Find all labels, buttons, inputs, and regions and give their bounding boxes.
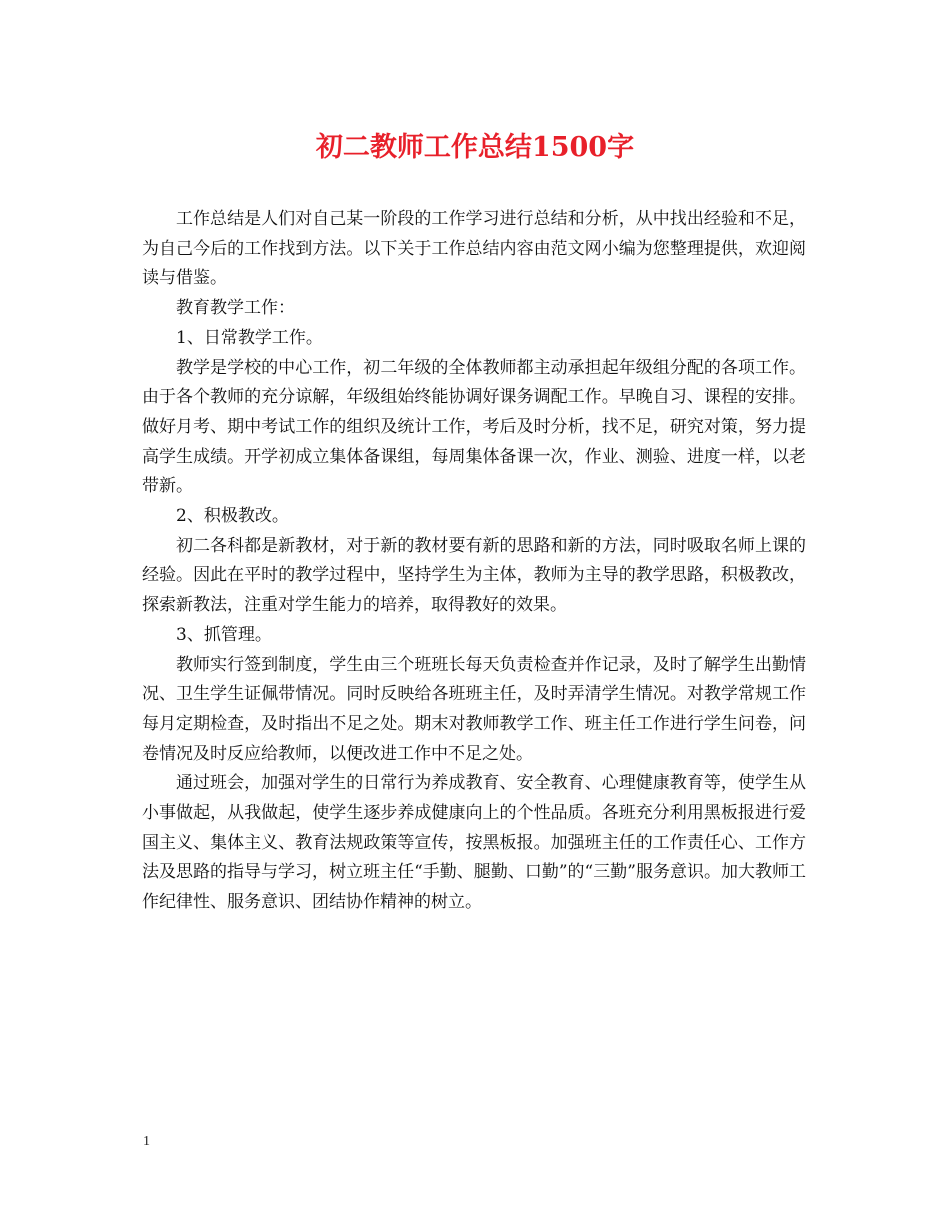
paragraph-management: 教师实行签到制度，学生由三个班班长每天负责检查并作记录，及时了解学生出勤情况、卫生学生证佩带情况。同时反映给各班班主任，及时弄清学生情况。对教学常规工作每月定期检查，及时指出不足之处。期末对教师教学工作、班主任工作进行学生问卷，问卷情况及时反应给教师，以便改进工作中不足之处。 <box>142 654 806 764</box>
subheading-daily-teaching: 1、日常教学工作。 <box>176 327 323 348</box>
paragraph-reform: 初二各科都是新教材，对于新的教材要有新的思路和新的方法，同时吸取名师上课的经验。因此在平时的教学过程中，坚持学生为主体，教师为主导的教学思路，积极教改，探索新教法，注重对学生能力的培养，取得教好的效果。 <box>142 535 806 616</box>
paragraph-class-meeting: 通过班会，加强对学生的日常行为养成教育、安全教育、心理健康教育等，使学生从小事做起，从我做起，使学生逐步养成健康向上的个性品质。各班充分利用黑板报进行爱国主义、集体主义、教育法规政策等宣传，按黑板报。加强班主任的工作责任心、工作方法及思路的指导与学习，树立班主任“手勤、腿勤、口勤”的“三勤”服务意识。加大教师工作纪律性、服务意识、团结协作精神的树立。 <box>142 773 806 913</box>
document-body <box>142 205 806 918</box>
subheading-reform: 2、积极教改。 <box>176 506 289 527</box>
page-number: 1 <box>143 1134 150 1149</box>
subheading-management: 3、抓管理。 <box>176 624 272 645</box>
paragraph-intro: 工作总结是人们对自己某一阶段的工作学习进行总结和分析，从中找出经验和不足，为自己今后的工作找到方法。以下关于工作总结内容由范文网小编为您整理提供，欢迎阅读与借鉴。 <box>142 209 806 289</box>
paragraph-daily-teaching: 教学是学校的中心工作，初二年级的全体教师都主动承担起年级组分配的各项工作。由于各个教师的充分谅解，年级组始终能协调好课务调配工作。早晚自习、课程的安排。做好月考、期中考试工作的组织及统计工作，考后及时分析，找不足，研究对策，努力提高学生成绩。开学初成立集体备课组，每周集体备课一次，作业、测验、进度一样，以老带新。 <box>142 357 806 497</box>
document-title: 初二教师工作总结1500字 <box>315 132 635 163</box>
section-heading-education: 教育教学工作： <box>176 298 295 319</box>
